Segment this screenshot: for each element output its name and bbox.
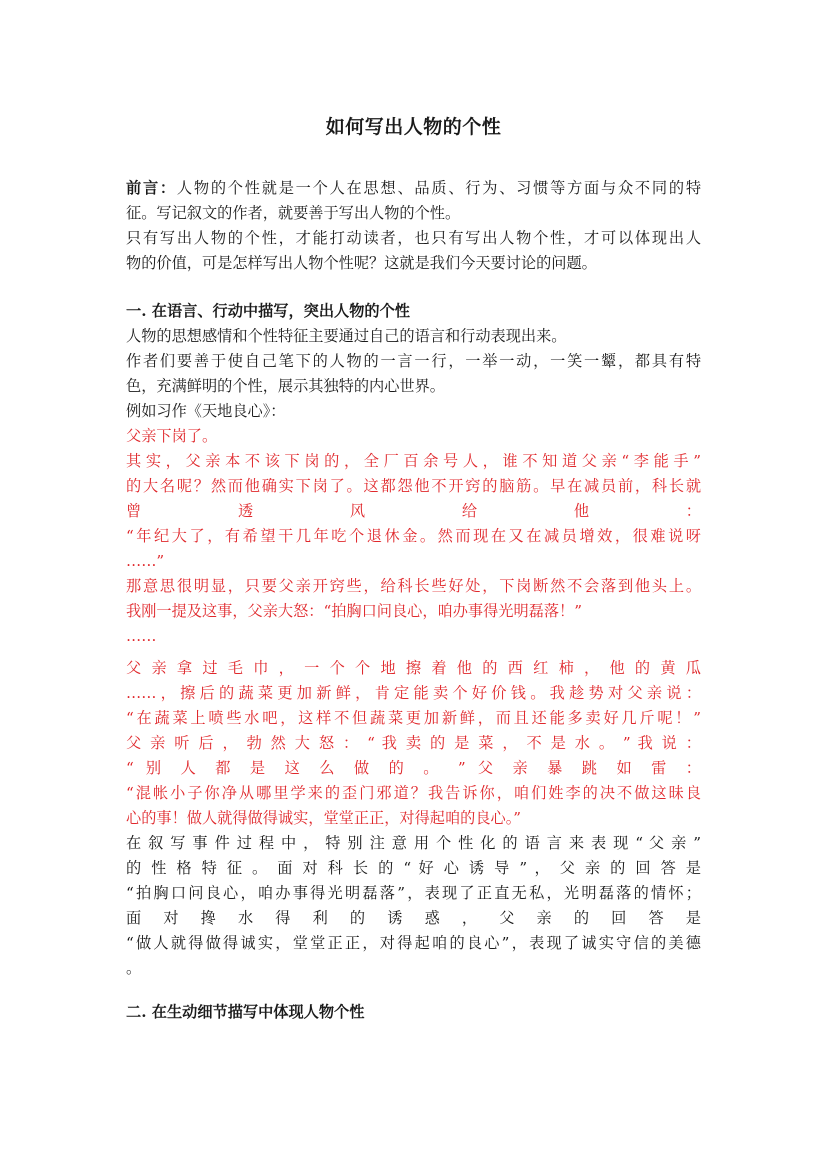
- paragraph: 例如习作《天地良心》：: [126, 402, 286, 420]
- section-1: [126, 299, 701, 981]
- quote-line: “混帐小子你净从哪里学来的歪门邪道？我告诉你，咱们姓李的决不做这昧良: [126, 784, 701, 802]
- quote-line: 我刚一提及这事，父亲大怒：“拍胸口问良心，咱办事得光明磊落！”: [126, 602, 582, 620]
- quote-line: 那意思很明显，只要父亲开窍些，给科长些好处，下岗断然不会落到他头上。: [126, 577, 701, 595]
- quote-line: ……”: [126, 552, 165, 570]
- paragraph: 人物的思想感情和个性特征主要通过自己的语言和行动表现出来。: [126, 327, 567, 345]
- quote-line: “年纪大了，有希望干几年吃个退休金。然而现在又在减员增效，很难说呀: [126, 527, 701, 545]
- preface-line-2: 征。写记叙文的作者，就要善于写出人物的个性。: [126, 204, 461, 222]
- quote-line: 父 亲 听 后 ， 勃 然 大 怒 ： “ 我 卖 的 是 菜 ， 不 是 水 。 ” 我 说 ：: [126, 734, 701, 752]
- quote-line: “ 别 人 都 是 这 么 做 的 。 ” 父 亲 暴 跳 如 雷 ：: [126, 759, 701, 777]
- preface-label: 前言：: [126, 179, 177, 197]
- section-1-heading: 一. 在语言、行动中描写，突出人物的个性: [126, 302, 410, 320]
- quote-line: ……，擦后的蔬菜更加新鲜，肯定能卖个好价钱。我趁势对父亲说：: [126, 684, 701, 702]
- quote-line: 的大名呢？然而他确实下岗了。这都怨他不开窍的脑筋。早在减员前，科长就: [126, 477, 701, 495]
- quote-line: 父 亲 拿 过 毛 巾 ， 一 个 个 地 擦 着 他 的 西 红 柿 ， 他 的 黄 瓜: [126, 659, 701, 677]
- quote-line: 曾 透 风 给 他 ：: [126, 502, 701, 520]
- quote-line: 心的事！做人就得做得诚实，堂堂正正，对得起咱的良心。”: [126, 809, 522, 827]
- quote-line: 父亲下岗了。: [126, 427, 218, 445]
- analysis-line: 在 叙 写 事 件 过 程 中 ， 特 别 注 意 用 个 性 化 的 语 言 来 表 现 “ 父 亲 ”: [126, 834, 701, 852]
- quote-line: “在蔬菜上喷些水吧，这样不但蔬菜更加新鲜，而且还能多卖好几斤呢！”: [126, 709, 701, 727]
- preface-line-4: 物的价值，可是怎样写出人物个性呢？这就是我们今天要讨论的问题。: [126, 254, 597, 272]
- analysis-line: “拍胸口问良心，咱办事得光明磊落”，表现了正直无私，光明磊落的情怀；: [126, 884, 701, 902]
- analysis-line: 。: [126, 959, 142, 977]
- section-2: [126, 1000, 701, 1025]
- preface-line-1: 前言：人物的个性就是一个人在思想、品质、行为、习惯等方面与众不同的特: [126, 179, 701, 197]
- quote-line: ……: [126, 627, 157, 645]
- analysis-line: “做人就得做得诚实，堂堂正正，对得起咱的良心”，表现了诚实守信的美德: [126, 934, 701, 952]
- paragraph: 色，充满鲜明的个性，展示其独特的内心世界。: [126, 377, 445, 395]
- document-title: 如何写出人物的个性: [325, 116, 502, 138]
- preface-line-3: 只有写出人物的个性，才能打动读者，也只有写出人物个性，才可以体现出人: [126, 229, 701, 247]
- preface: [126, 176, 701, 276]
- quote-line: 其实，父亲本不该下岗的，全厂百余号人，谁不知道父亲“李能手”: [126, 452, 701, 470]
- analysis-line: 的 性 格 特 征 。 面 对 科 长 的 “ 好 心 诱 导 ” ， 父 亲 的 回 答 是: [126, 859, 701, 877]
- analysis-line: 面 对 搀 水 得 利 的 诱 惑 ， 父 亲 的 回 答 是: [126, 909, 701, 927]
- section-2-heading: 二. 在生动细节描写中体现人物个性: [126, 1003, 365, 1021]
- paragraph: 作者们要善于使自己笔下的人物的一言一行，一举一动，一笑一颦，都具有特: [126, 352, 701, 370]
